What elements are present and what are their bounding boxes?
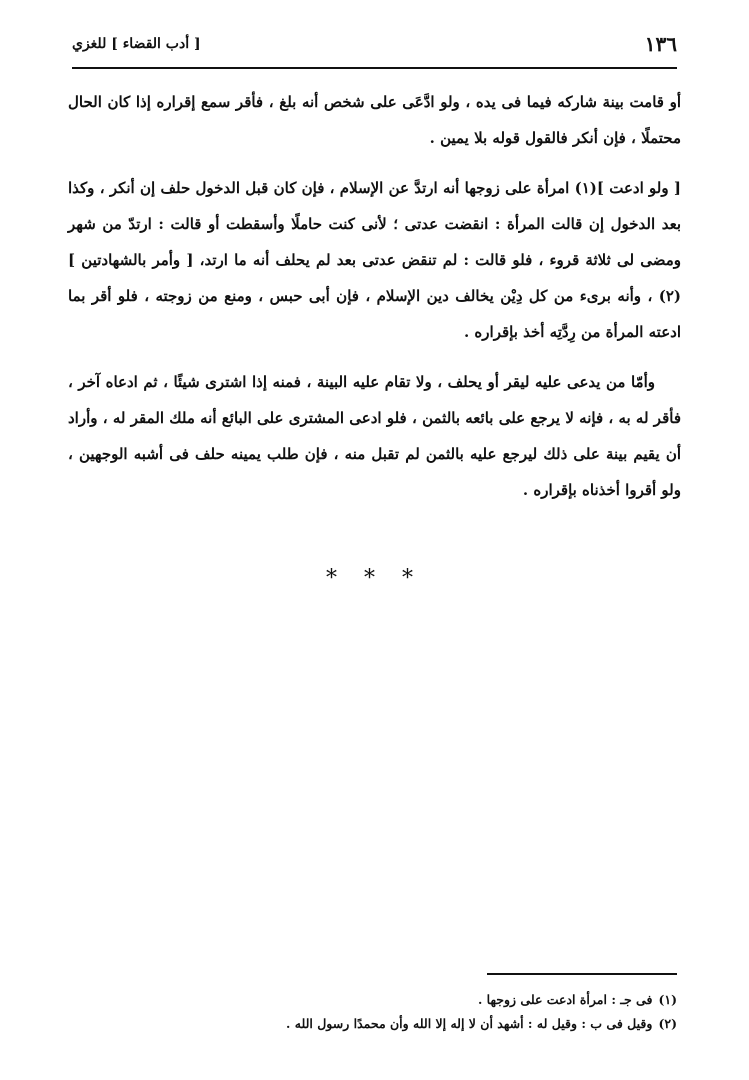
paragraph-1: أو قامت بينة شاركه فيما فى يده ، ولو ادَّعَى على شخص أنه بلغ ، فأقر سمع إقراره إذا كان الحال محتملًا ، فإن أنكر فالقول قوله بلا يمين . xyxy=(68,93,681,147)
paragraph-3: وأمّا من يدعى عليه ليقر أو يحلف ، ولا تقام عليه البينة ، فمنه إذا اشترى شيئًا ، ثم ادعاه آخر ، فأقر له به ، فإنه لا يرجع على بائعه بالثمن ، فلو ادعى المشترى على البائع أنه ملك المقر له ، وأراد أن يقيم بينة على ذلك ليرجع عليه بالثمن لم تقبل منه ، فإن طلب يمينه حلف فى أشبه الوجهين ، ولو أقروا أخذناه بإقراره . xyxy=(68,373,681,499)
footnote-text: فى جـ : امرأة ادعت على زوجها . xyxy=(477,992,653,1007)
running-head xyxy=(72,26,677,62)
paragraph-2: [ ولو ادعت ](١) امرأة على زوجها أنه ارتدَّ عن الإسلام ، فإن كان قبل الدخول حلف إن أنكر ، وكذا بعد الدخول إن قالت المرأة : انقضت عدتى ؛ لأنى كنت حاملًا وأسقطت أو قالت : ارتدّ من شهر ومضى لى ثلاثة قروء ، فلو قالت : لم تنقض عدتى بعد لم يحلف أنه ما ارتد، [ وأمر بالشهادتين ](٢) ، وأنه برىء من كل دِيْن يخالف دين الإسلام ، فإن أبى حبس ، ومنع من زوجته ، فلو أقر بما ادعته المرأة من رِدَّتِه أخذ بإقراره . xyxy=(68,179,681,341)
footnote-2 xyxy=(72,1012,677,1036)
section-divider: * * * xyxy=(326,566,423,591)
page-number: ١٣٦ xyxy=(644,32,677,56)
footnotes xyxy=(72,988,677,1036)
footnote-number: (١) xyxy=(658,992,677,1007)
footnote-rule xyxy=(487,973,677,975)
running-title: [ أدب القضاء ] للغزي xyxy=(72,36,201,52)
footnote-number: (٢) xyxy=(658,1016,677,1031)
footnote-1 xyxy=(72,988,677,1012)
main-text xyxy=(68,84,681,508)
header-rule xyxy=(72,67,677,69)
footnote-text: وقيل فى ب : وقيل له : أشهد أن لا إله إلا الله وأن محمدًا رسول الله . xyxy=(286,1016,653,1031)
